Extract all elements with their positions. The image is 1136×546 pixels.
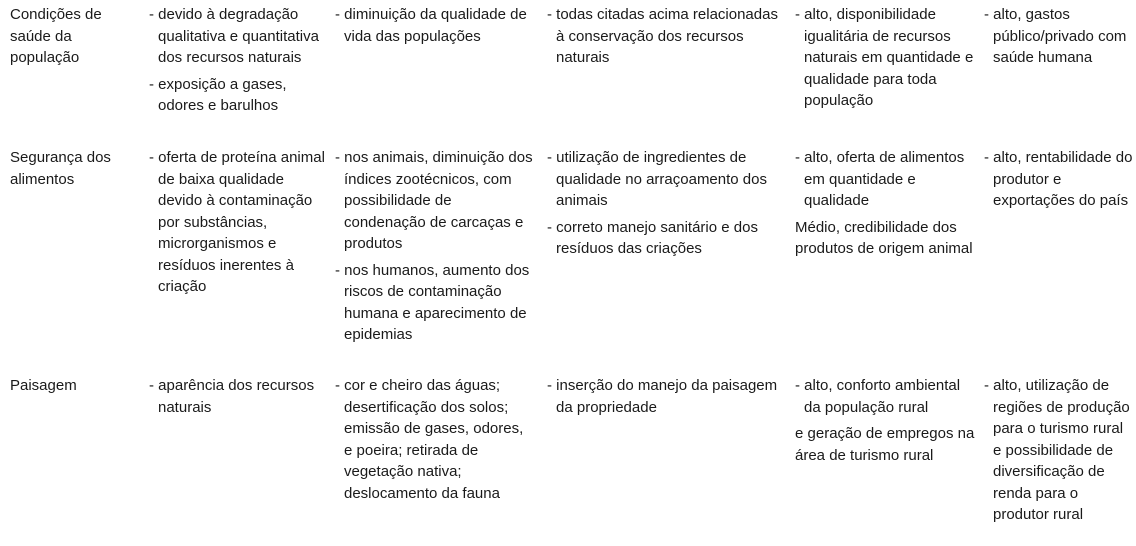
aspect-cell bbox=[10, 375, 140, 397]
impact-a-item: - alto, disponibilidade igualitária de recursos naturais em quantidade e qualidade para toda população bbox=[795, 6, 974, 109]
effect-item: - diminuição da qualidade de vida das populações bbox=[335, 6, 527, 45]
causes-cell bbox=[149, 4, 327, 117]
impact-a-item: - alto, oferta de alimentos em quantidade e qualidade bbox=[795, 149, 965, 209]
impact-a-item: e geração de empregos na área de turismo rural bbox=[795, 425, 975, 464]
aspect-cell bbox=[10, 4, 140, 69]
cause-item: - devido à degradação qualitativa e quantitativa dos recursos naturais bbox=[149, 6, 319, 66]
impact-a-item: - alto, conforto ambiental da população rural bbox=[795, 377, 961, 416]
cause-item: - oferta de proteína animal de baixa qualidade devido à contaminação por substâncias, microrganismos e resíduos inerentes à criação bbox=[149, 149, 325, 295]
aspect-label: Segurança dos alimentos bbox=[10, 149, 111, 188]
effect-item: - nos humanos, aumento dos riscos de contaminação humana e aparecimento de epidemias bbox=[335, 261, 530, 343]
effects-cell bbox=[335, 147, 535, 346]
aspect-cell bbox=[10, 147, 140, 190]
measure-item: - inserção do manejo da paisagem da propriedade bbox=[547, 377, 778, 416]
impact-a-cell bbox=[795, 4, 975, 112]
aspect-label: Paisagem bbox=[10, 377, 77, 394]
impact-a-cell bbox=[795, 375, 975, 466]
impact-b-item: - alto, gastos público/privado com saúde humana bbox=[984, 6, 1127, 66]
impact-b-item: - alto, rentabilidade do produtor e exportações do país bbox=[984, 149, 1133, 209]
impact-b-cell bbox=[984, 4, 1134, 69]
effect-item: - nos animais, diminuição dos índices zootécnicos, com possibilidade de condenação de carcaças e produtos bbox=[335, 149, 533, 252]
causes-cell bbox=[149, 147, 327, 298]
impact-b-cell bbox=[984, 375, 1134, 526]
aspect-label: Condições de saúde da população bbox=[10, 6, 102, 66]
effects-cell bbox=[335, 4, 535, 47]
measures-cell bbox=[547, 375, 779, 418]
measures-cell bbox=[547, 4, 779, 69]
measures-cell bbox=[547, 147, 779, 260]
measure-item: - utilização de ingredientes de qualidade no arraçoamento dos animais bbox=[547, 149, 767, 209]
measure-item: - todas citadas acima relacionadas à conservação dos recursos naturais bbox=[547, 6, 778, 66]
impact-b-item: - alto, utilização de regiões de produção para o turismo rural e possibilidade de diversificação de renda para o produtor rural bbox=[984, 377, 1130, 523]
effect-item: - cor e cheiro das águas; desertificação dos solos; emissão de gases, odores, e poeira; retirada de vegetação nativa; deslocamento da fauna bbox=[335, 377, 524, 502]
measure-item: - correto manejo sanitário e dos resíduos das criações bbox=[547, 218, 758, 257]
causes-cell bbox=[149, 375, 327, 418]
impact-b-cell bbox=[984, 147, 1134, 212]
cause-item: - aparência dos recursos naturais bbox=[149, 377, 315, 416]
impact-a-cell bbox=[795, 147, 975, 260]
impact-a-item: Médio, credibilidade dos produtos de origem animal bbox=[795, 218, 973, 257]
effects-cell bbox=[335, 375, 535, 504]
cause-item: - exposição a gases, odores e barulhos bbox=[149, 75, 287, 114]
